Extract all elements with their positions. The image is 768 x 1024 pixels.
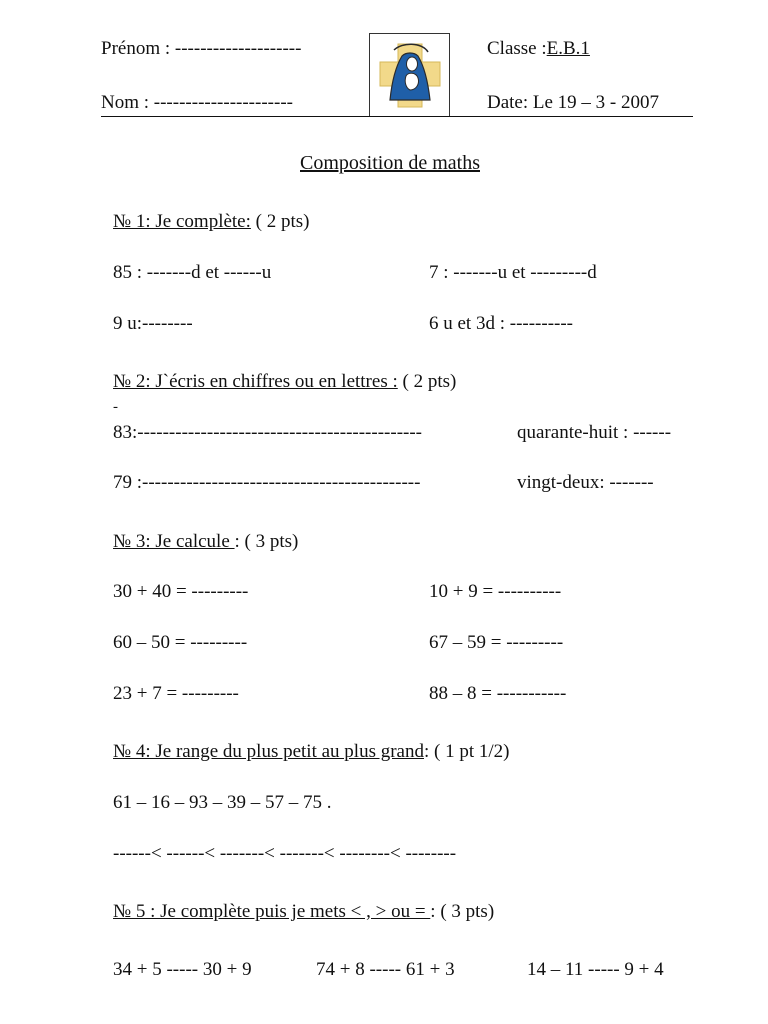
date-field: Date: Le 19 – 3 - 2007 <box>487 92 660 113</box>
exercise-4-numbers: 61 – 16 – 93 – 39 – 57 – 75 . <box>113 792 332 813</box>
madonna-and-child-icon <box>376 40 444 111</box>
prenom-field: Prénom : -------------------- <box>101 38 302 59</box>
exercise-2-item: 83:--------------------------------------------- <box>113 422 423 443</box>
exercise-1-item: 85 : -------d et ------u <box>113 262 272 283</box>
exercise-5-title: № 5 : Je complète puis je mets < , > ou = <box>113 901 431 922</box>
exercise-5-points: : ( 3 pts) <box>430 901 495 922</box>
exercise-3-item: 67 – 59 = --------- <box>429 632 564 653</box>
stray-mark: - <box>113 399 118 415</box>
exercise-1-item: 6 u et 3d : ---------- <box>429 313 574 334</box>
exercise-2-points: ( 2 pts) <box>397 371 457 392</box>
exercise-5-item: 34 + 5 ----- 30 + 9 <box>113 959 252 980</box>
exercise-1-points: ( 2 pts) <box>250 211 310 232</box>
classe-value: E.B.1 <box>546 38 590 59</box>
exercise-3-item: 30 + 40 = --------- <box>113 581 249 602</box>
exercise-1-item: 9 u:-------- <box>113 313 193 334</box>
exercise-3-item: 10 + 9 = ---------- <box>429 581 562 602</box>
exercise-2-item: 79 :-------------------------------------------- <box>113 472 421 493</box>
exercise-3-item: 23 + 7 = --------- <box>113 683 239 704</box>
school-logo <box>369 33 450 117</box>
classe-field <box>487 38 590 60</box>
nom-field: Nom : ---------------------- <box>101 92 293 113</box>
exercise-5-heading <box>113 901 494 923</box>
exercise-5-item: 74 + 8 ----- 61 + 3 <box>316 959 455 980</box>
exercise-3-heading <box>113 531 298 553</box>
exercise-4-answer: ------< ------< -------< -------< --------< -------- <box>113 843 457 864</box>
exercise-3-item: 88 – 8 = ----------- <box>429 683 567 704</box>
exercise-1-title: № 1: Je complète: <box>113 211 251 232</box>
exercise-5-item: 14 – 11 ----- 9 + 4 <box>527 959 664 980</box>
exercise-4-points: : ( 1 pt 1/2) <box>424 741 510 762</box>
exercise-2-heading <box>113 371 456 393</box>
exercise-2-item: vingt-deux: ------- <box>517 472 654 493</box>
exercise-3-item: 60 – 50 = --------- <box>113 632 248 653</box>
page-title: Composition de maths <box>300 152 480 174</box>
header-rule <box>101 116 693 117</box>
exercise-3-title: № 3: Je calcule <box>113 531 235 552</box>
exercise-2-title: № 2: J`écris en chiffres ou en lettres : <box>113 371 398 392</box>
exercise-4-heading <box>113 741 510 763</box>
exercise-4-title: № 4: Je range du plus petit au plus grand <box>113 741 424 762</box>
exercise-1-heading <box>113 211 309 233</box>
exercise-1-item: 7 : -------u et ---------d <box>429 262 597 283</box>
exercise-2-item: quarante-huit : ------ <box>517 422 672 443</box>
classe-label: Classe : <box>487 38 547 59</box>
exercise-3-points: : ( 3 pts) <box>234 531 299 552</box>
